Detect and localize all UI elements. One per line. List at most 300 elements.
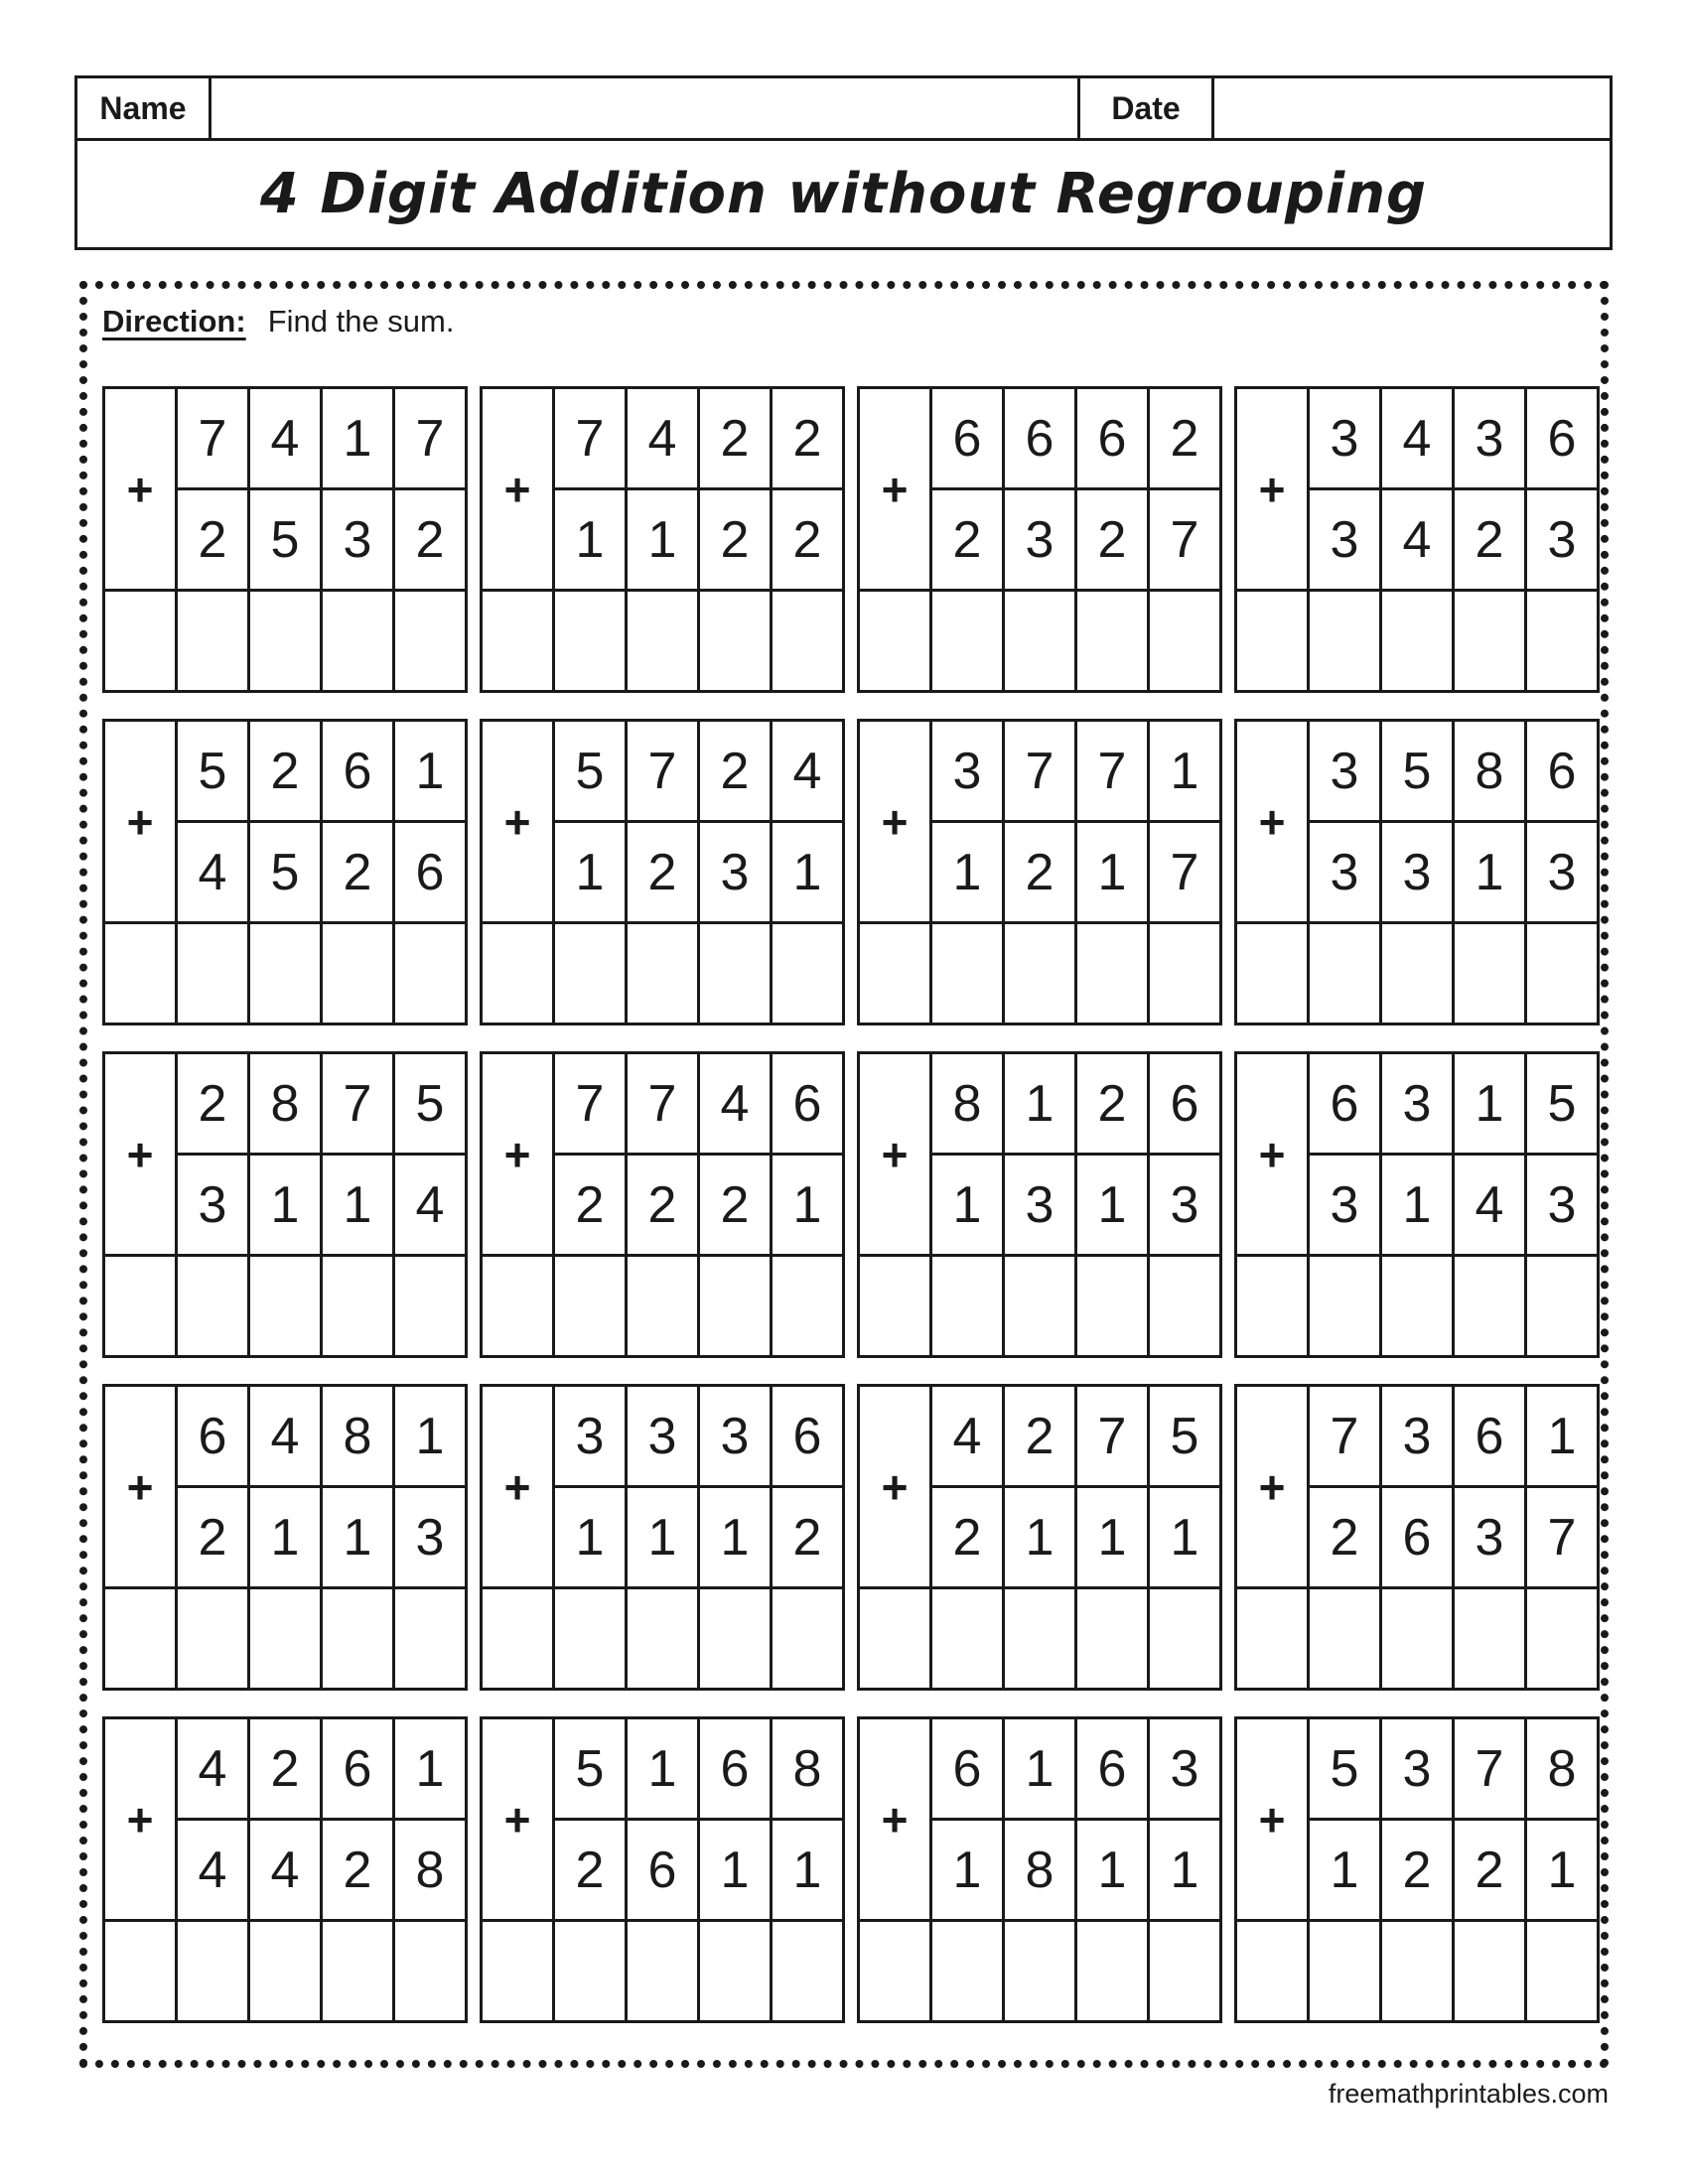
- addend-digit: 2: [699, 489, 772, 591]
- addend-digit: 2: [322, 1820, 394, 1921]
- addition-problem: [857, 1384, 1206, 1685]
- addend-digit: 3: [1381, 822, 1454, 923]
- answer-cell[interactable]: [1526, 1256, 1599, 1357]
- addition-problem: [102, 1051, 452, 1352]
- addend-digit: 2: [699, 388, 772, 489]
- problem-table: [1234, 1051, 1600, 1358]
- answer-cell[interactable]: [1309, 591, 1381, 692]
- addend-digit: 2: [627, 822, 699, 923]
- addend-digit: 8: [322, 1386, 394, 1487]
- addend-digit: 1: [1004, 1053, 1076, 1155]
- addition-problem: [1234, 719, 1584, 1020]
- answer-cell[interactable]: [1004, 1256, 1076, 1357]
- plus-sign: +: [1236, 388, 1309, 591]
- addend-digit: 2: [554, 1155, 627, 1256]
- direction-text: Find the sum.: [267, 304, 455, 339]
- addend-digit: 2: [931, 1487, 1004, 1588]
- addition-problem: [480, 1716, 829, 2017]
- addend-digit: 6: [627, 1820, 699, 1921]
- addend-digit: 2: [1454, 1820, 1526, 1921]
- addend-digit: 7: [1076, 1386, 1149, 1487]
- addend-digit: 1: [1454, 1053, 1526, 1155]
- answer-cell[interactable]: [859, 1921, 931, 2022]
- addend-digit: 1: [394, 1386, 467, 1487]
- answer-cell[interactable]: [859, 1256, 931, 1357]
- addend-digit: 6: [177, 1386, 249, 1487]
- addend-digit: 1: [554, 822, 627, 923]
- addend-digit: 8: [931, 1053, 1004, 1155]
- answer-cell[interactable]: [104, 923, 177, 1024]
- problem-table: [480, 719, 845, 1025]
- answer-cell[interactable]: [1149, 591, 1221, 692]
- answer-cell[interactable]: [104, 1588, 177, 1690]
- answer-cell[interactable]: [482, 591, 554, 692]
- answer-cell[interactable]: [104, 1921, 177, 2022]
- addend-digit: 3: [1381, 1718, 1454, 1820]
- addition-problem: [1234, 1051, 1584, 1352]
- addend-digit: 6: [1454, 1386, 1526, 1487]
- addend-digit: 6: [1381, 1487, 1454, 1588]
- problem-table: [857, 386, 1222, 693]
- answer-cell[interactable]: [554, 1256, 627, 1357]
- answer-cell[interactable]: [1004, 923, 1076, 1024]
- answer-cell[interactable]: [1309, 923, 1381, 1024]
- addend-digit: 3: [931, 721, 1004, 822]
- name-date-row: [77, 78, 1610, 141]
- addend-digit: 1: [1004, 1487, 1076, 1588]
- addition-problem: [857, 386, 1206, 687]
- answer-cell[interactable]: [1076, 923, 1149, 1024]
- plus-sign: +: [104, 1386, 177, 1588]
- addend-digit: 4: [627, 388, 699, 489]
- addend-digit: 1: [1076, 822, 1149, 923]
- addend-digit: 5: [394, 1053, 467, 1155]
- addend-digit: 2: [177, 1487, 249, 1588]
- answer-cell[interactable]: [627, 1588, 699, 1690]
- addend-digit: 7: [1149, 489, 1221, 591]
- answer-cell[interactable]: [699, 1588, 772, 1690]
- addend-digit: 3: [1381, 1386, 1454, 1487]
- answer-cell[interactable]: [772, 591, 844, 692]
- addend-digit: 2: [394, 489, 467, 591]
- addition-problem: [1234, 1384, 1584, 1685]
- answer-cell[interactable]: [554, 591, 627, 692]
- addend-digit: 3: [1004, 1155, 1076, 1256]
- answer-cell[interactable]: [1236, 591, 1309, 692]
- answer-cell[interactable]: [1526, 591, 1599, 692]
- addend-digit: 4: [699, 1053, 772, 1155]
- addend-digit: 1: [322, 388, 394, 489]
- addend-digit: 6: [1526, 388, 1599, 489]
- addend-digit: 6: [394, 822, 467, 923]
- answer-cell[interactable]: [1381, 1921, 1454, 2022]
- answer-cell[interactable]: [1149, 1921, 1221, 2022]
- answer-cell[interactable]: [554, 1921, 627, 2022]
- answer-cell[interactable]: [322, 1256, 394, 1357]
- answer-cell[interactable]: [1149, 923, 1221, 1024]
- addend-digit: 6: [322, 1718, 394, 1820]
- plus-sign: +: [859, 1386, 931, 1588]
- addend-digit: 1: [249, 1155, 322, 1256]
- addend-digit: 5: [1526, 1053, 1599, 1155]
- answer-cell[interactable]: [627, 1256, 699, 1357]
- answer-cell[interactable]: [394, 591, 467, 692]
- answer-cell[interactable]: [249, 591, 322, 692]
- answer-cell[interactable]: [1309, 1256, 1381, 1357]
- addend-digit: 3: [627, 1386, 699, 1487]
- addend-digit: 2: [1454, 489, 1526, 591]
- problem-table: [480, 1384, 845, 1691]
- addend-digit: 8: [1526, 1718, 1599, 1820]
- answer-cell[interactable]: [249, 1588, 322, 1690]
- addend-digit: 3: [699, 1386, 772, 1487]
- footer-site: freemathprintables.com: [1328, 2079, 1609, 2109]
- addend-digit: 4: [177, 822, 249, 923]
- problem-table: [480, 1716, 845, 2023]
- answer-cell[interactable]: [1004, 591, 1076, 692]
- answer-cell[interactable]: [699, 1256, 772, 1357]
- answer-cell[interactable]: [931, 591, 1004, 692]
- addend-digit: 3: [1149, 1718, 1221, 1820]
- problem-table: [1234, 386, 1600, 693]
- addend-digit: 6: [322, 721, 394, 822]
- problem-table: [102, 1384, 468, 1691]
- answer-cell[interactable]: [177, 1588, 249, 1690]
- addend-digit: 3: [1454, 388, 1526, 489]
- name-field[interactable]: [211, 78, 1080, 138]
- problem-table: [480, 1051, 845, 1358]
- addend-digit: 2: [554, 1820, 627, 1921]
- answer-cell[interactable]: [1454, 1588, 1526, 1690]
- answer-cell[interactable]: [482, 923, 554, 1024]
- addend-digit: 6: [772, 1386, 844, 1487]
- answer-cell[interactable]: [1149, 1256, 1221, 1357]
- addend-digit: 1: [1309, 1820, 1381, 1921]
- addend-digit: 5: [177, 721, 249, 822]
- problem-table: [857, 1716, 1222, 2023]
- answer-cell[interactable]: [322, 1588, 394, 1690]
- problem-table: [1234, 1384, 1600, 1691]
- answer-cell[interactable]: [931, 1921, 1004, 2022]
- plus-sign: +: [859, 721, 931, 923]
- addend-digit: 1: [1381, 1155, 1454, 1256]
- answer-cell[interactable]: [249, 1256, 322, 1357]
- addend-digit: 2: [1309, 1487, 1381, 1588]
- addend-digit: 7: [322, 1053, 394, 1155]
- addend-digit: 5: [1381, 721, 1454, 822]
- addend-digit: 6: [1076, 388, 1149, 489]
- answer-cell[interactable]: [1381, 591, 1454, 692]
- plus-sign: +: [859, 388, 931, 591]
- addition-problem: [480, 719, 829, 1020]
- answer-cell[interactable]: [772, 1256, 844, 1357]
- answer-cell[interactable]: [931, 923, 1004, 1024]
- addend-digit: 7: [554, 1053, 627, 1155]
- answer-cell[interactable]: [772, 1588, 844, 1690]
- addend-digit: 4: [1381, 388, 1454, 489]
- answer-cell[interactable]: [1526, 1588, 1599, 1690]
- addend-digit: 3: [1309, 822, 1381, 923]
- answer-cell[interactable]: [699, 591, 772, 692]
- addend-digit: 3: [1454, 1487, 1526, 1588]
- answer-cell[interactable]: [1149, 1588, 1221, 1690]
- problem-table: [1234, 1716, 1600, 2023]
- answer-cell[interactable]: [1076, 1588, 1149, 1690]
- addend-digit: 5: [1309, 1718, 1381, 1820]
- answer-cell[interactable]: [1076, 1256, 1149, 1357]
- problem-table: [1234, 719, 1600, 1025]
- worksheet-header: [74, 75, 1613, 250]
- answer-cell[interactable]: [1526, 1921, 1599, 2022]
- addend-digit: 1: [1454, 822, 1526, 923]
- addend-digit: 3: [1309, 388, 1381, 489]
- answer-cell[interactable]: [772, 923, 844, 1024]
- addend-digit: 3: [554, 1386, 627, 1487]
- addend-digit: 6: [772, 1053, 844, 1155]
- answer-cell[interactable]: [1076, 591, 1149, 692]
- answer-cell[interactable]: [699, 1921, 772, 2022]
- addend-digit: 1: [699, 1820, 772, 1921]
- addend-digit: 4: [1454, 1155, 1526, 1256]
- answer-cell[interactable]: [322, 591, 394, 692]
- addend-digit: 3: [1309, 489, 1381, 591]
- addend-digit: 5: [554, 721, 627, 822]
- answer-cell[interactable]: [177, 1256, 249, 1357]
- answer-cell[interactable]: [177, 1921, 249, 2022]
- answer-cell[interactable]: [1309, 1588, 1381, 1690]
- addend-digit: 2: [1076, 1053, 1149, 1155]
- problem-table: [480, 386, 845, 693]
- addend-digit: 4: [1381, 489, 1454, 591]
- addend-digit: 1: [1526, 1386, 1599, 1487]
- addend-digit: 1: [772, 1820, 844, 1921]
- addend-digit: 1: [699, 1487, 772, 1588]
- date-field[interactable]: [1214, 78, 1610, 138]
- plus-sign: +: [482, 1718, 554, 1921]
- answer-cell[interactable]: [554, 923, 627, 1024]
- answer-cell[interactable]: [859, 923, 931, 1024]
- answer-cell[interactable]: [322, 1921, 394, 2022]
- addend-digit: 7: [1309, 1386, 1381, 1487]
- answer-cell[interactable]: [1454, 1921, 1526, 2022]
- addend-digit: 4: [394, 1155, 467, 1256]
- addend-digit: 7: [1526, 1487, 1599, 1588]
- answer-cell[interactable]: [1004, 1588, 1076, 1690]
- answer-cell[interactable]: [699, 923, 772, 1024]
- addend-digit: 8: [394, 1820, 467, 1921]
- addition-problem: [1234, 386, 1584, 687]
- answer-cell[interactable]: [482, 1921, 554, 2022]
- direction-line: [102, 304, 455, 340]
- addend-digit: 7: [554, 388, 627, 489]
- answer-cell[interactable]: [177, 923, 249, 1024]
- addend-digit: 1: [1004, 1718, 1076, 1820]
- plus-sign: +: [859, 1718, 931, 1921]
- addend-digit: 1: [931, 822, 1004, 923]
- answer-cell[interactable]: [1004, 1921, 1076, 2022]
- name-label: Name: [77, 78, 211, 138]
- addend-digit: 3: [1526, 1155, 1599, 1256]
- addend-digit: 6: [931, 1718, 1004, 1820]
- addend-digit: 1: [554, 1487, 627, 1588]
- plus-sign: +: [1236, 1718, 1309, 1921]
- addend-digit: 8: [772, 1718, 844, 1820]
- addend-digit: 4: [249, 1386, 322, 1487]
- answer-cell[interactable]: [1236, 923, 1309, 1024]
- answer-cell[interactable]: [482, 1256, 554, 1357]
- addend-digit: 6: [1309, 1053, 1381, 1155]
- addend-digit: 1: [1149, 721, 1221, 822]
- plus-sign: +: [1236, 1053, 1309, 1256]
- addend-digit: 1: [1076, 1487, 1149, 1588]
- addend-digit: 1: [1149, 1487, 1221, 1588]
- addend-digit: 2: [1076, 489, 1149, 591]
- addend-digit: 1: [931, 1155, 1004, 1256]
- answer-cell[interactable]: [859, 591, 931, 692]
- addend-digit: 3: [1149, 1155, 1221, 1256]
- direction-label: Direction:: [102, 304, 246, 339]
- answer-cell[interactable]: [394, 1256, 467, 1357]
- addend-digit: 3: [177, 1155, 249, 1256]
- addend-digit: 1: [627, 1718, 699, 1820]
- addend-digit: 2: [772, 489, 844, 591]
- addend-digit: 1: [249, 1487, 322, 1588]
- addend-digit: 1: [931, 1820, 1004, 1921]
- answer-cell[interactable]: [1454, 591, 1526, 692]
- answer-cell[interactable]: [1454, 923, 1526, 1024]
- addend-digit: 3: [1309, 1155, 1381, 1256]
- addend-digit: 2: [177, 1053, 249, 1155]
- addend-digit: 8: [1004, 1820, 1076, 1921]
- plus-sign: +: [104, 388, 177, 591]
- addend-digit: 1: [772, 1155, 844, 1256]
- addend-digit: 2: [1149, 388, 1221, 489]
- answer-cell[interactable]: [322, 923, 394, 1024]
- addend-digit: 2: [772, 1487, 844, 1588]
- addend-digit: 7: [394, 388, 467, 489]
- addend-digit: 7: [1004, 721, 1076, 822]
- problem-table: [102, 1716, 468, 2023]
- answer-cell[interactable]: [554, 1588, 627, 1690]
- answer-cell[interactable]: [394, 1921, 467, 2022]
- addend-digit: 3: [1309, 721, 1381, 822]
- answer-cell[interactable]: [249, 1921, 322, 2022]
- answer-cell[interactable]: [177, 591, 249, 692]
- addend-digit: 5: [249, 489, 322, 591]
- addend-digit: 4: [772, 721, 844, 822]
- addend-digit: 5: [554, 1718, 627, 1820]
- answer-cell[interactable]: [772, 1921, 844, 2022]
- problem-table: [857, 1384, 1222, 1691]
- plus-sign: +: [1236, 1386, 1309, 1588]
- answer-cell[interactable]: [1076, 1921, 1149, 2022]
- answer-cell[interactable]: [1381, 1256, 1454, 1357]
- addend-digit: 2: [772, 388, 844, 489]
- addend-digit: 3: [394, 1487, 467, 1588]
- addend-digit: 8: [1454, 721, 1526, 822]
- addend-digit: 2: [699, 721, 772, 822]
- answer-cell[interactable]: [931, 1256, 1004, 1357]
- answer-cell[interactable]: [627, 923, 699, 1024]
- addend-digit: 3: [1004, 489, 1076, 591]
- answer-cell[interactable]: [482, 1588, 554, 1690]
- addend-digit: 2: [177, 489, 249, 591]
- addend-digit: 7: [1454, 1718, 1526, 1820]
- addition-problem: [480, 386, 829, 687]
- answer-cell[interactable]: [1381, 923, 1454, 1024]
- addition-problem: [857, 1051, 1206, 1352]
- addend-digit: 4: [249, 388, 322, 489]
- addend-digit: 3: [1526, 822, 1599, 923]
- addition-problem: [480, 1051, 829, 1352]
- answer-cell[interactable]: [249, 923, 322, 1024]
- addend-digit: 1: [322, 1155, 394, 1256]
- addend-digit: 3: [1381, 1053, 1454, 1155]
- addend-digit: 3: [699, 822, 772, 923]
- addend-digit: 1: [772, 822, 844, 923]
- problem-table: [857, 719, 1222, 1025]
- plus-sign: +: [482, 721, 554, 923]
- addend-digit: 1: [394, 721, 467, 822]
- addend-digit: 6: [1004, 388, 1076, 489]
- answer-cell[interactable]: [104, 1256, 177, 1357]
- answer-cell[interactable]: [394, 1588, 467, 1690]
- addend-digit: 2: [699, 1155, 772, 1256]
- addition-problem: [1234, 1716, 1584, 2017]
- plus-sign: +: [104, 1053, 177, 1256]
- addend-digit: 1: [627, 489, 699, 591]
- addend-digit: 2: [627, 1155, 699, 1256]
- answer-cell[interactable]: [859, 1588, 931, 1690]
- addend-digit: 6: [1526, 721, 1599, 822]
- addend-digit: 3: [322, 489, 394, 591]
- answer-cell[interactable]: [1309, 1921, 1381, 2022]
- plus-sign: +: [482, 1386, 554, 1588]
- plus-sign: +: [482, 388, 554, 591]
- plus-sign: +: [104, 721, 177, 923]
- answer-cell[interactable]: [1454, 1256, 1526, 1357]
- answer-cell[interactable]: [627, 591, 699, 692]
- addend-digit: 1: [1076, 1155, 1149, 1256]
- answer-cell[interactable]: [1526, 923, 1599, 1024]
- plus-sign: +: [104, 1718, 177, 1921]
- problem-table: [102, 719, 468, 1025]
- addend-digit: 1: [554, 489, 627, 591]
- answer-cell[interactable]: [394, 923, 467, 1024]
- addend-digit: 2: [249, 721, 322, 822]
- answer-cell[interactable]: [1236, 1921, 1309, 2022]
- addend-digit: 2: [1381, 1820, 1454, 1921]
- answer-cell[interactable]: [1236, 1256, 1309, 1357]
- answer-cell[interactable]: [931, 1588, 1004, 1690]
- plus-sign: +: [482, 1053, 554, 1256]
- addition-problem: [857, 1716, 1206, 2017]
- addend-digit: 1: [394, 1718, 467, 1820]
- addition-problem: [102, 1384, 452, 1685]
- plus-sign: +: [859, 1053, 931, 1256]
- answer-cell[interactable]: [1381, 1588, 1454, 1690]
- answer-cell[interactable]: [627, 1921, 699, 2022]
- answer-cell[interactable]: [104, 591, 177, 692]
- worksheet-title: 4 Digit Addition without Regrouping: [259, 162, 1428, 226]
- addend-digit: 2: [1004, 822, 1076, 923]
- addend-digit: 6: [1076, 1718, 1149, 1820]
- addition-problem: [857, 719, 1206, 1020]
- addend-digit: 6: [931, 388, 1004, 489]
- problem-grid: [102, 386, 1582, 2014]
- addition-problem: [102, 719, 452, 1020]
- answer-cell[interactable]: [1236, 1588, 1309, 1690]
